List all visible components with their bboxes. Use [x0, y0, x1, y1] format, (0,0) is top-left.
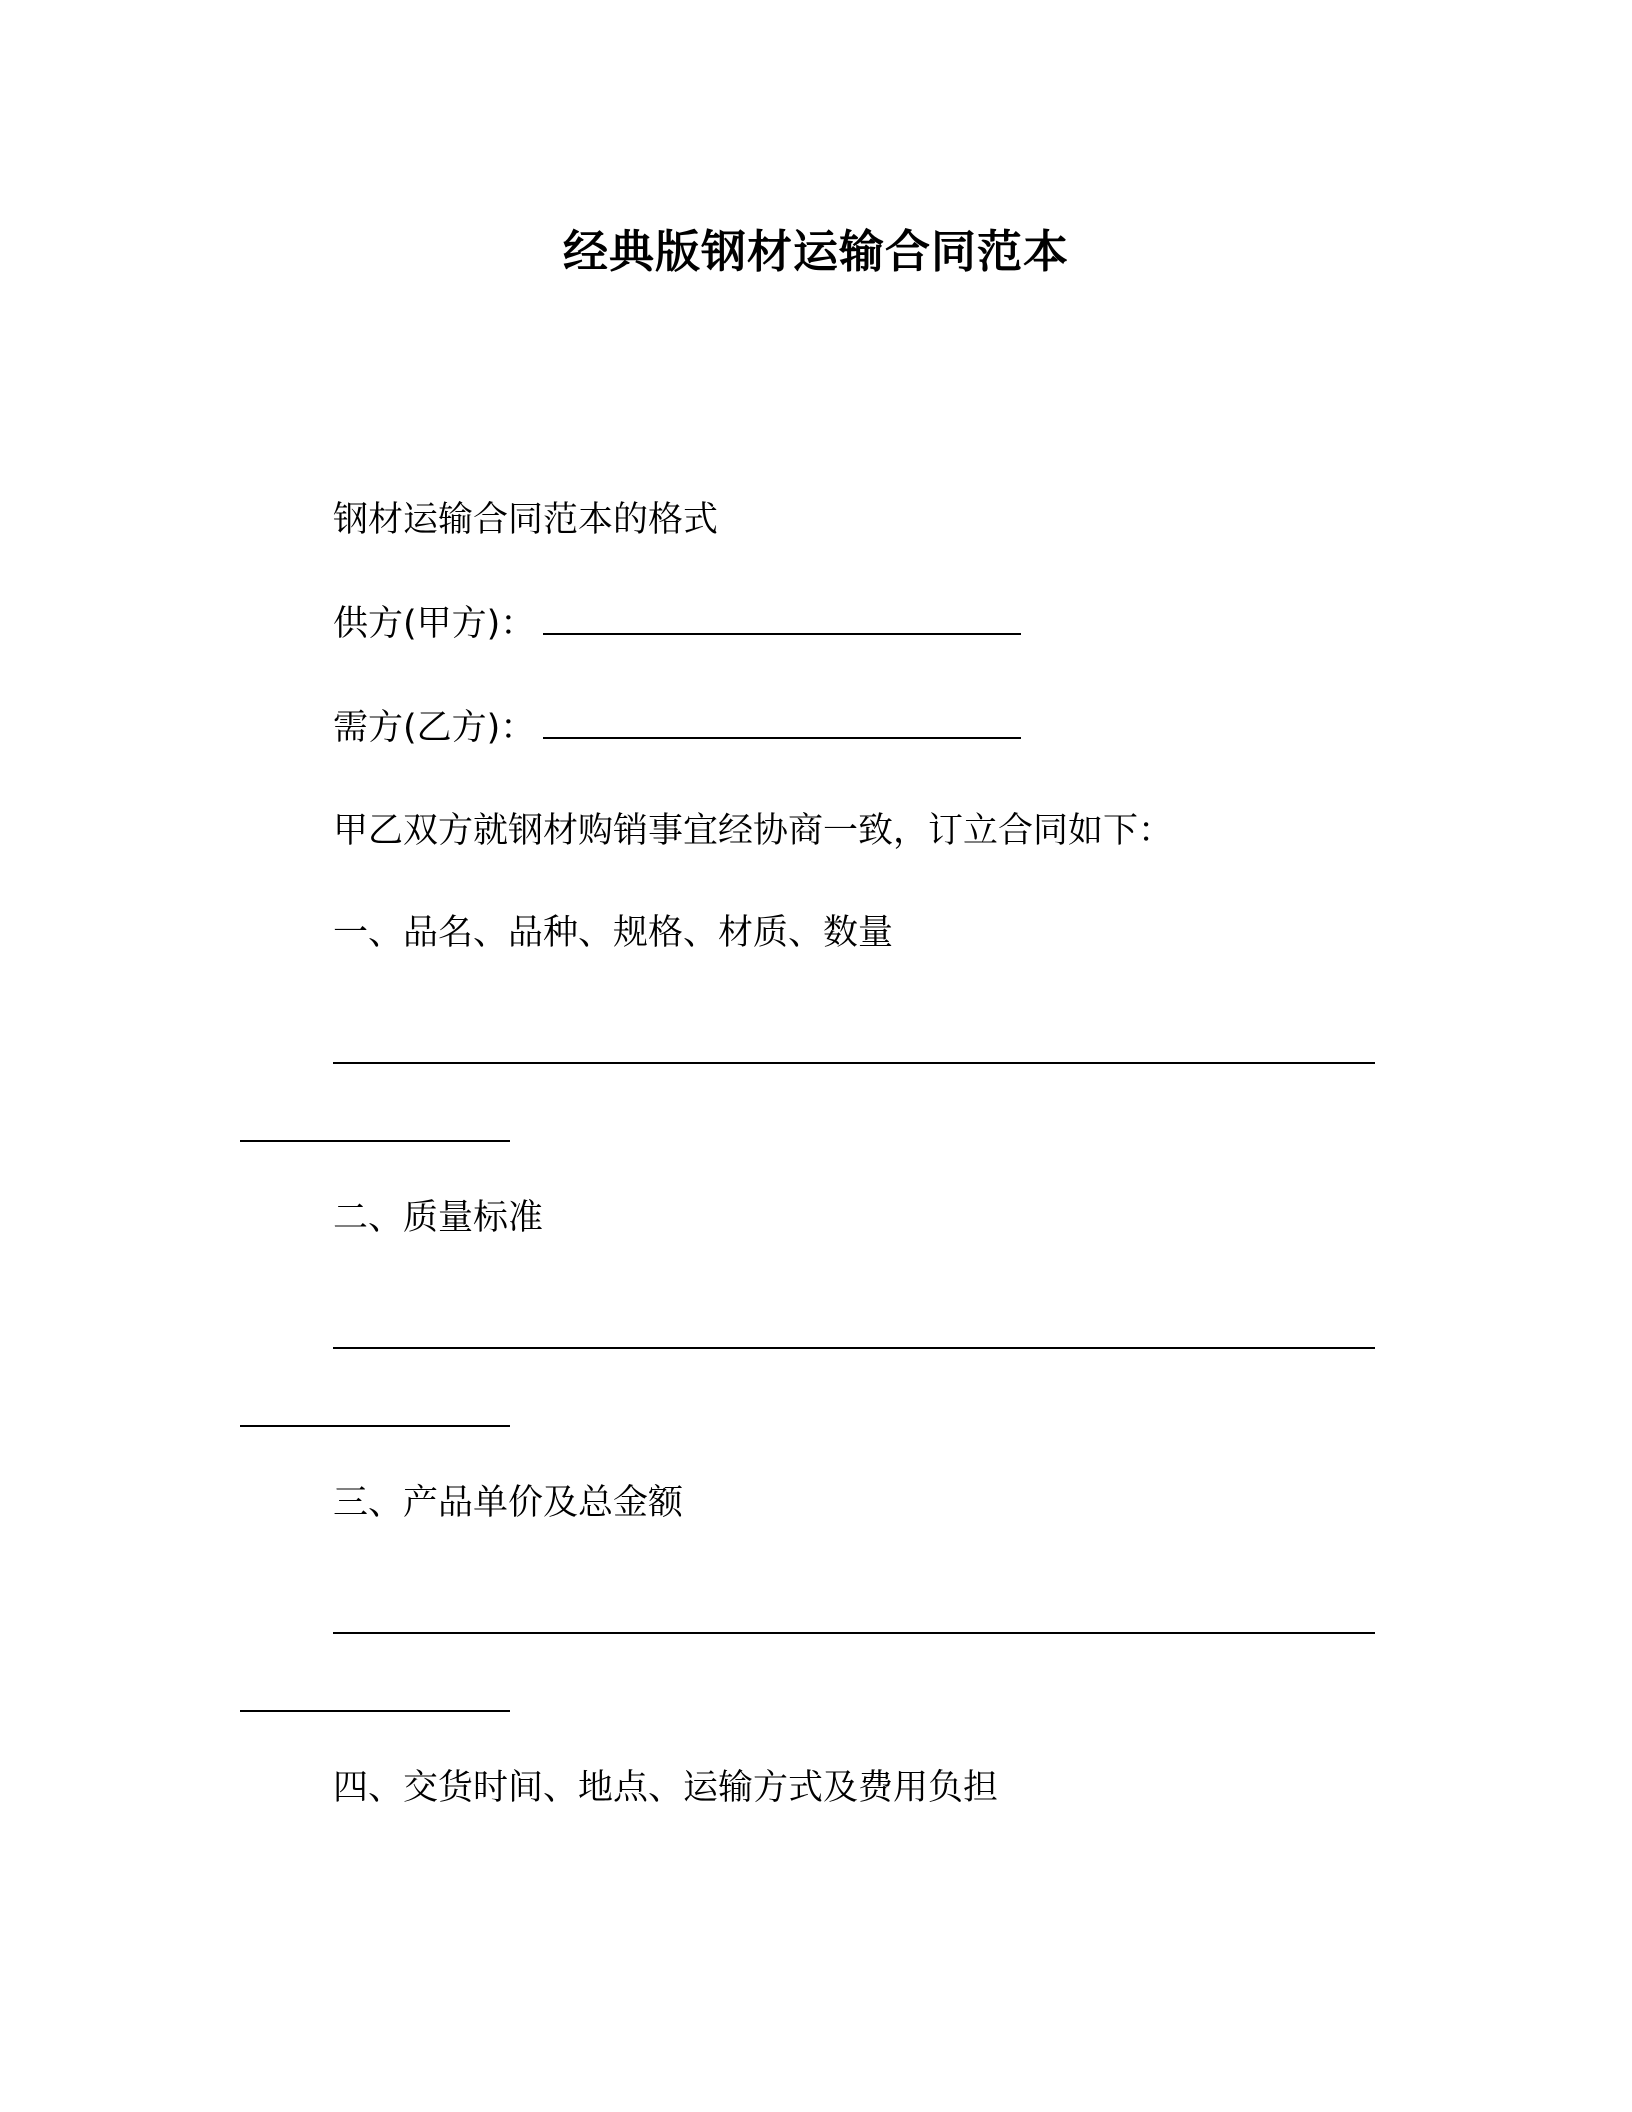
section-3-blank-line-2[interactable]	[240, 1710, 510, 1712]
section-1-blank-line-1[interactable]	[333, 1062, 1375, 1064]
section-heading-4: 四、交货时间、地点、运输方式及费用负担	[333, 1768, 999, 1808]
section-2-blank-line-2[interactable]	[240, 1425, 510, 1427]
section-2-blank-line-1[interactable]	[333, 1347, 1375, 1349]
supplier-line	[333, 600, 1021, 648]
section-1-blank-line-2[interactable]	[240, 1140, 510, 1142]
section-heading-1: 一、品名、品种、规格、材质、数量	[333, 913, 894, 953]
buyer-label: 需方(乙方)：	[333, 708, 536, 748]
document-title: 经典版钢材运输合同范本	[562, 225, 1069, 278]
section-3-blank-line-1[interactable]	[333, 1632, 1375, 1634]
supplier-blank[interactable]	[543, 603, 1021, 635]
buyer-line	[333, 704, 1021, 752]
buyer-blank[interactable]	[543, 707, 1021, 739]
supplier-label: 供方(甲方)：	[333, 604, 536, 644]
section-heading-2: 二、质量标准	[333, 1198, 544, 1238]
document-subtitle: 钢材运输合同范本的格式	[333, 500, 719, 540]
section-heading-3: 三、产品单价及总金额	[333, 1483, 684, 1523]
intro-text: 甲乙双方就钢材购销事宜经协商一致，订立合同如下：	[333, 811, 1174, 851]
